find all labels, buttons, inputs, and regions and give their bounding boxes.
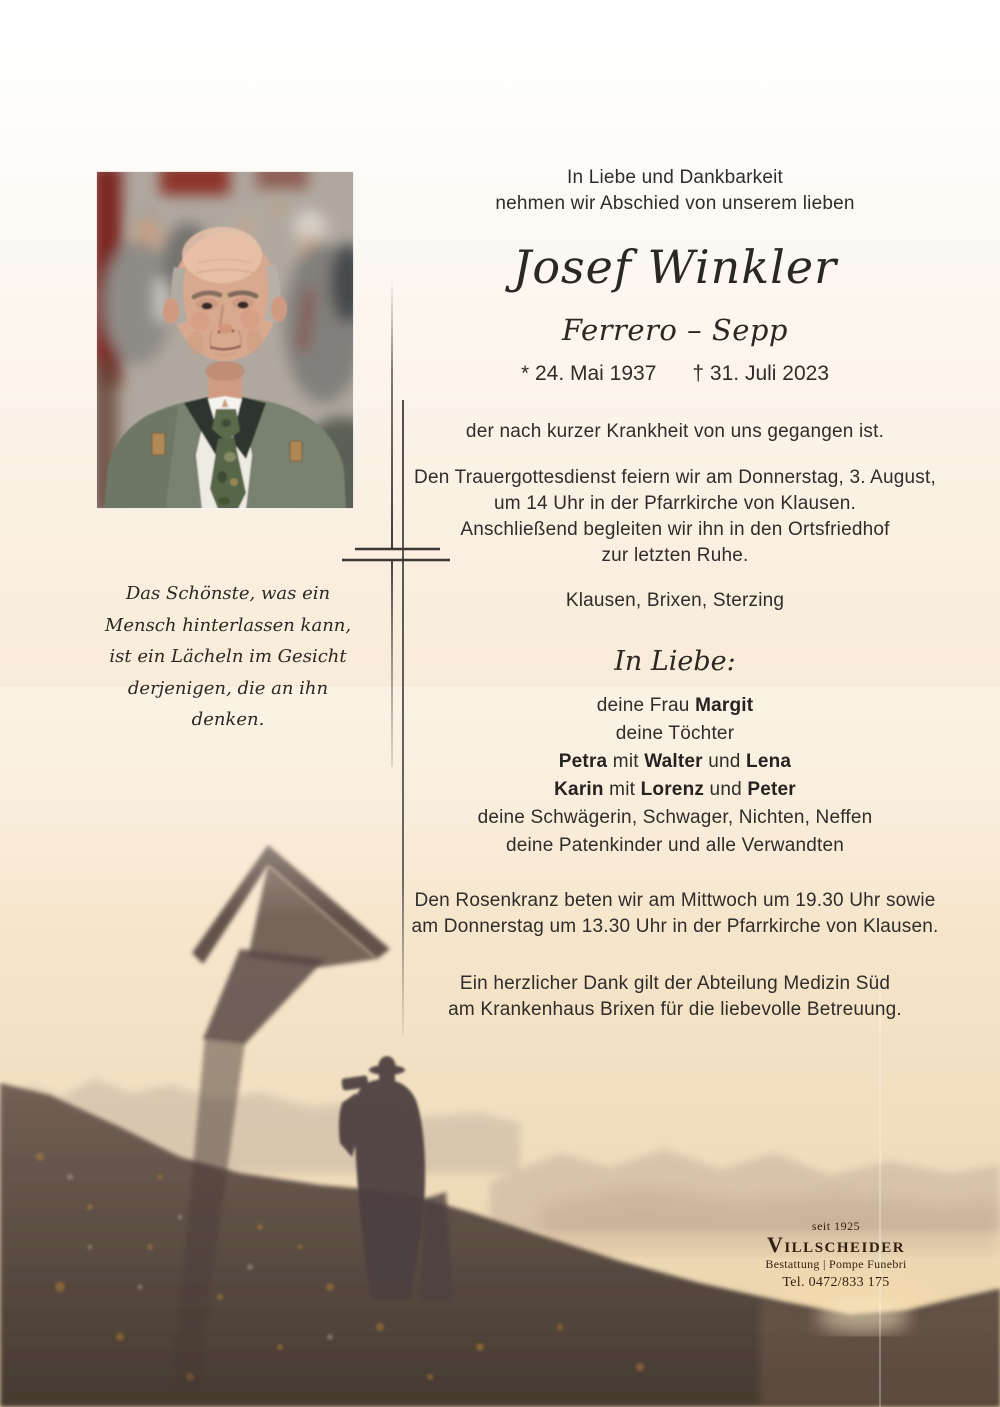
service-line: Den Trauergottesdienst feiern wir am Donnerstag, 3. August, xyxy=(414,467,936,488)
family-godchildren-line: deine Patenkinder und alle Verwandten xyxy=(505,835,845,856)
family-daughters-line: deine Töchter xyxy=(615,723,735,744)
jowl-left xyxy=(188,331,204,355)
family-karin-line: Karin mit Lorenz und Peter xyxy=(554,779,796,800)
eye-right xyxy=(238,302,249,309)
cheek-right xyxy=(240,309,260,329)
service-line: Anschließend begleiten wir ihn in den Ortsfriedhof xyxy=(460,519,890,540)
family-relatives-line: deine Schwägerin, Schwager, Nichten, Neffen xyxy=(477,807,873,828)
rosary-line: am Donnerstag um 13.30 Uhr in der Pfarrkirche von Klausen. xyxy=(411,916,939,937)
intro-line-2: nehmen wir Abschied von unserem lieben xyxy=(495,193,855,214)
logo-phone: Tel. 0472/833 175 xyxy=(782,1275,890,1290)
rosary-announcement xyxy=(300,888,1000,940)
farewell-heading: In Liebe: xyxy=(614,646,736,677)
chin-shadow xyxy=(205,361,245,381)
deceased-name: Josef Winkler xyxy=(512,240,838,294)
wife-name: Margit xyxy=(695,695,754,716)
nose-tip xyxy=(219,324,233,334)
logo-since: seit 1925 xyxy=(811,1219,861,1233)
funeral-home-logo xyxy=(726,1219,946,1291)
cheek-left xyxy=(190,311,210,331)
quote-line: Das Schönste, was ein xyxy=(125,583,331,604)
places-line: Klausen, Brixen, Sterzing xyxy=(565,590,785,611)
service-announcement xyxy=(300,465,1000,569)
family-petra-line: Petra mit Walter und Lena xyxy=(558,751,792,772)
quote-line: ist ein Lächeln im Gesicht xyxy=(109,646,347,667)
lapel-pin-left xyxy=(152,433,165,455)
family-wife-line: deine Frau Margit xyxy=(596,695,754,716)
eye-left xyxy=(202,303,213,310)
intro-line-1: In Liebe und Dankbarkeit xyxy=(566,167,784,188)
quote-line: Mensch hinterlassen kann, xyxy=(104,614,352,636)
bald-crown xyxy=(182,227,262,283)
passing-line: der nach kurzer Krankheit von uns gegangen ist. xyxy=(465,421,885,442)
thanks-line: Ein herzlicher Dank gilt der Abteilung Medizin Süd xyxy=(459,973,891,994)
nickname: Ferrero – Sepp xyxy=(561,313,788,347)
ear-right xyxy=(271,296,287,322)
birth-date: * 24. Mai 1937 xyxy=(520,362,657,385)
service-line: um 14 Uhr in der Pfarrkirche von Klausen. xyxy=(494,493,856,514)
thanks-note xyxy=(300,971,1000,1023)
thanks-line: am Krankenhaus Brixen für die liebevolle Betreuung. xyxy=(448,999,902,1020)
quote-line: derjenigen, die an ihn xyxy=(127,677,329,699)
intro-lines xyxy=(300,165,1000,217)
jowl-right xyxy=(246,329,262,353)
life-dates xyxy=(300,361,1000,387)
valley-glow-core xyxy=(817,1301,909,1333)
quote-line: denken. xyxy=(191,709,265,730)
service-line: zur letzten Ruhe. xyxy=(601,545,749,566)
logo-tagline: Bestattung | Pompe Funebri xyxy=(765,1257,907,1271)
film-scratch xyxy=(879,992,881,1407)
death-date: † 31. Juli 2023 xyxy=(692,362,830,385)
memorial-quote xyxy=(92,578,364,736)
logo-name: Villscheider xyxy=(766,1232,906,1257)
ear-left xyxy=(163,298,179,324)
rosary-line: Den Rosenkranz beten wir am Mittwoch um 19.30 Uhr sowie xyxy=(414,890,936,911)
family-list xyxy=(300,692,1000,860)
